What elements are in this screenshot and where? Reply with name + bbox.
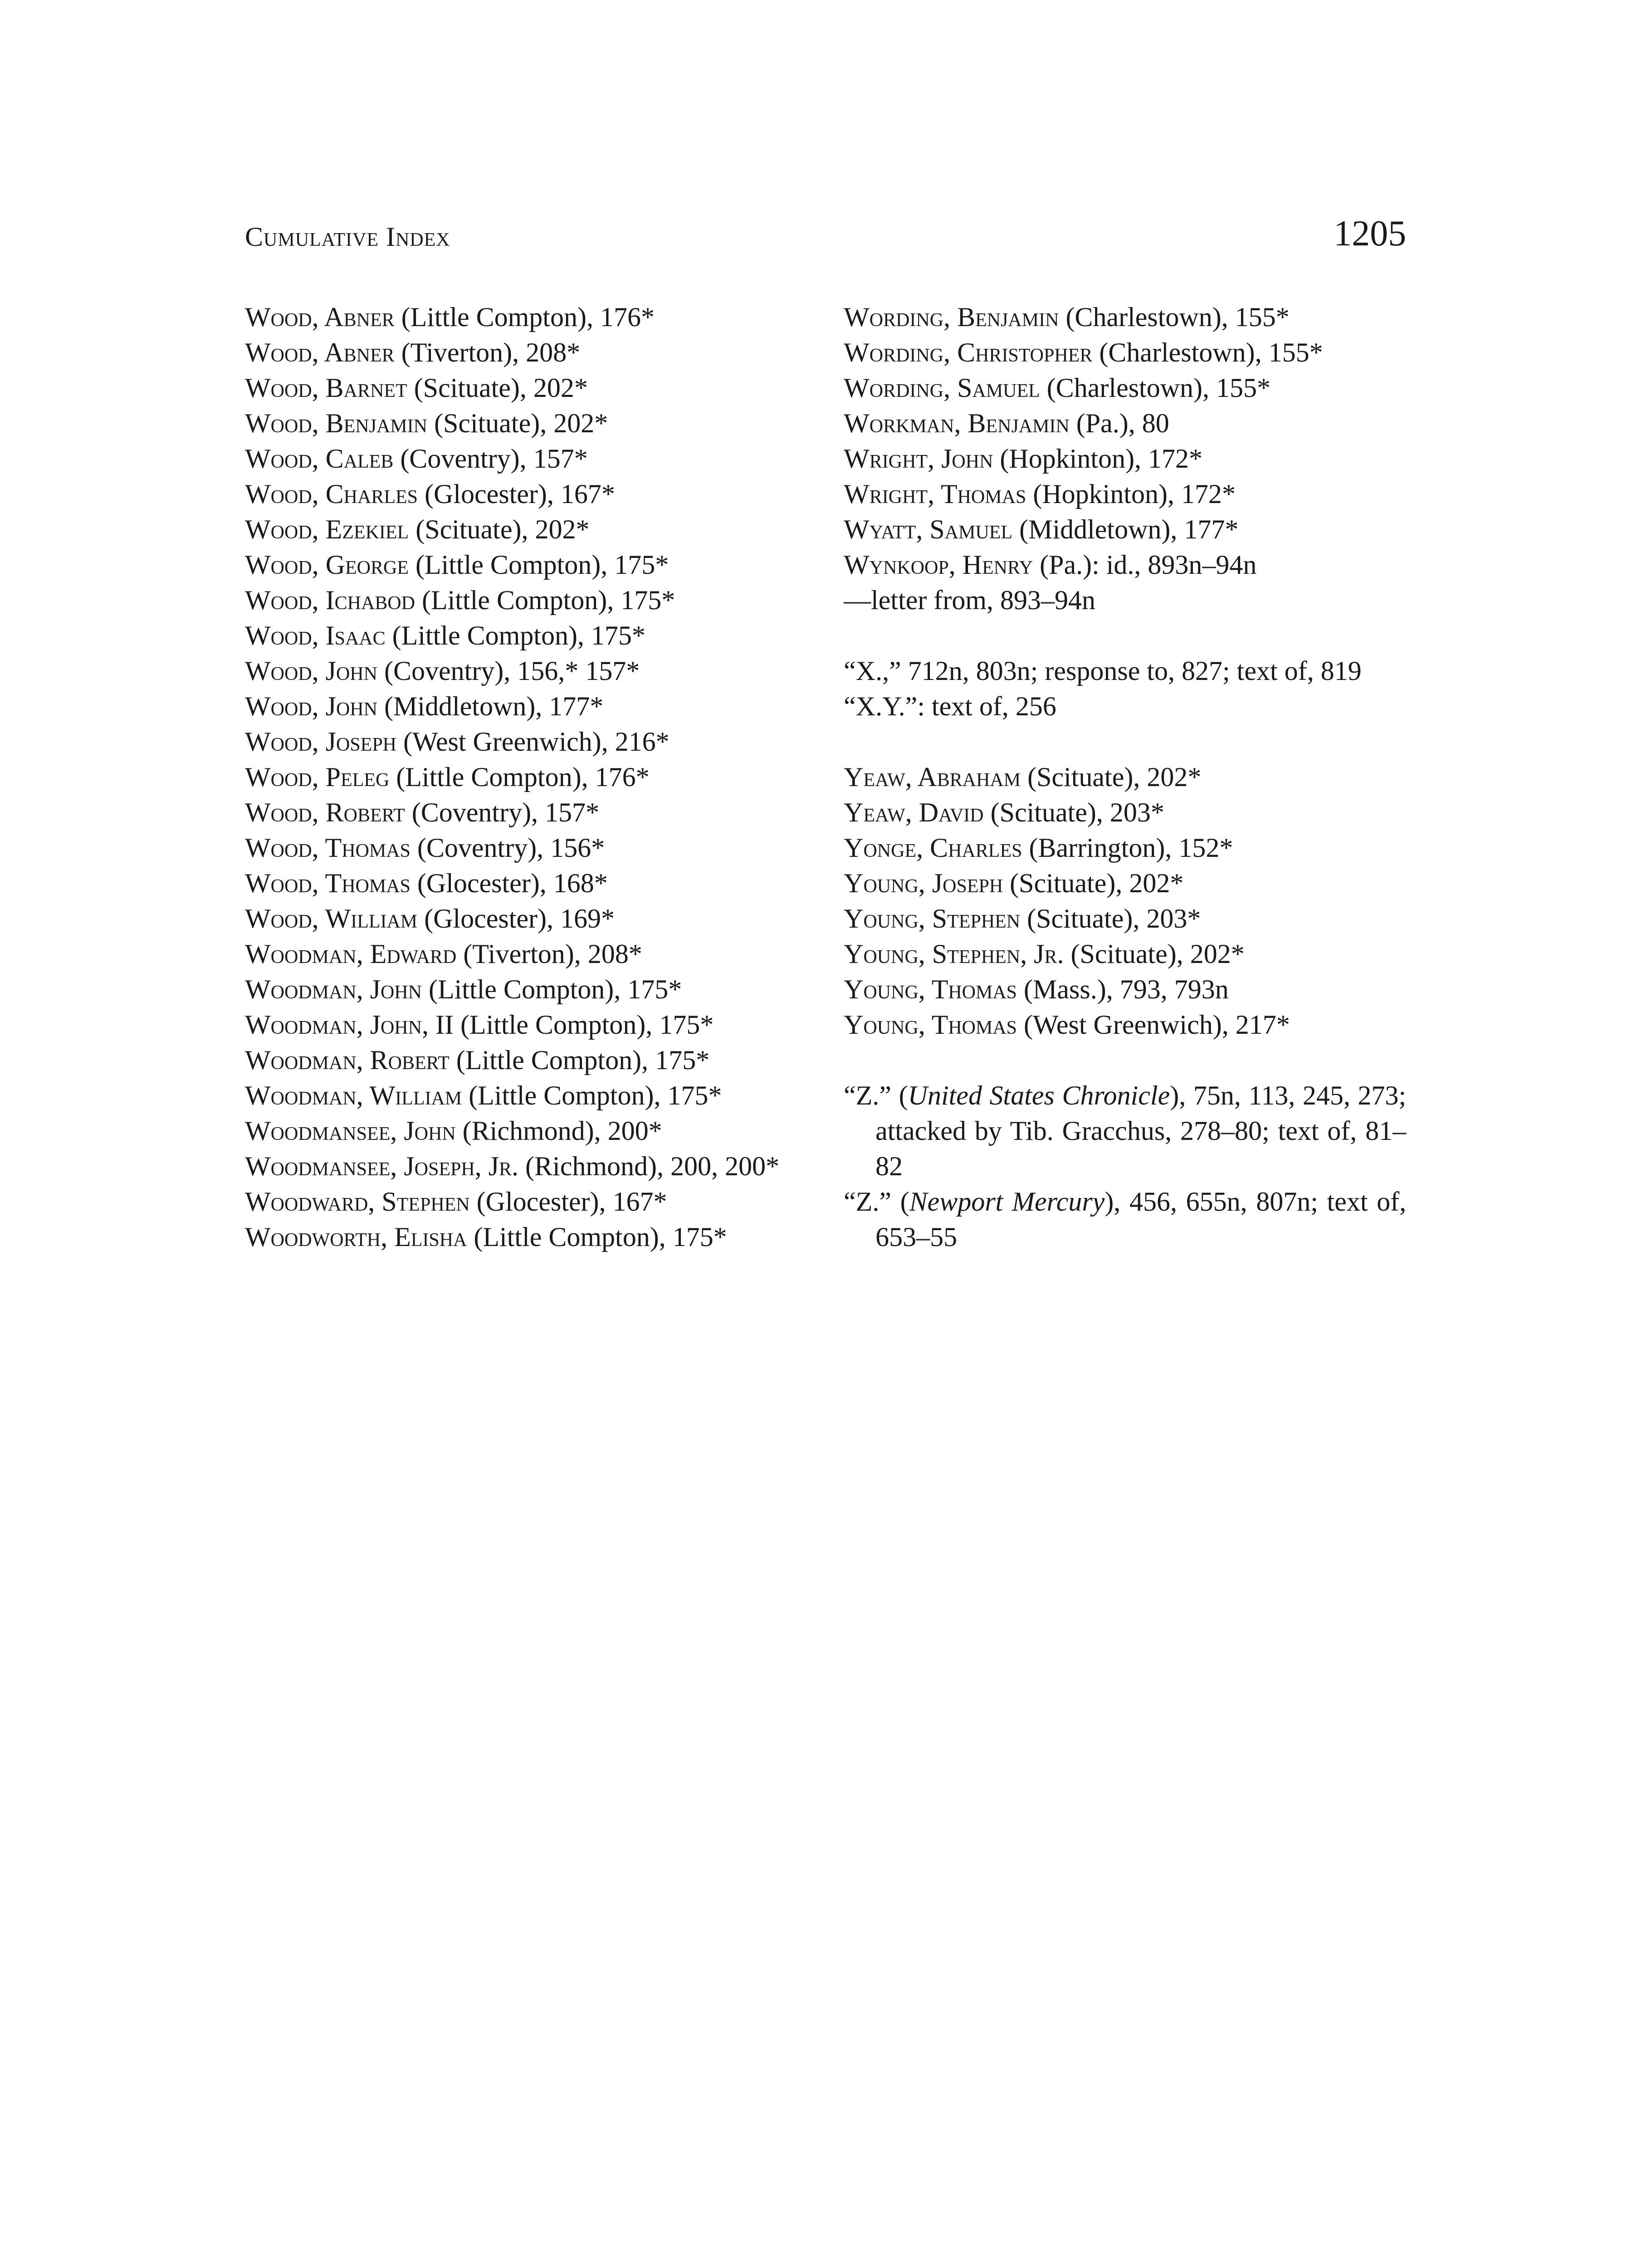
index-entry bbox=[245, 653, 821, 689]
index-entry bbox=[245, 1149, 821, 1184]
entry-name: Yeaw, David bbox=[844, 797, 984, 827]
entry-name: Wood, Thomas bbox=[245, 868, 411, 898]
index-group-z bbox=[844, 1078, 1406, 1255]
index-group-y bbox=[844, 759, 1406, 1042]
index-entry bbox=[844, 512, 1406, 547]
entry-name: Young, Thomas bbox=[844, 1010, 1017, 1040]
index-entry bbox=[245, 441, 821, 476]
index-entry bbox=[844, 335, 1406, 370]
entry-details: (Richmond), 200, 200* bbox=[518, 1151, 779, 1181]
group-spacer bbox=[844, 1042, 1406, 1078]
index-group-w bbox=[844, 299, 1406, 582]
index-entry bbox=[844, 901, 1406, 936]
index-entry bbox=[844, 1078, 1406, 1184]
entry-name: Woodmansee, John bbox=[245, 1116, 456, 1146]
entry-name: Workman, Benjamin bbox=[844, 408, 1070, 438]
index-entry bbox=[245, 335, 821, 370]
entry-name: Wood, Isaac bbox=[245, 621, 386, 650]
entry-details: (Coventry), 156* bbox=[410, 833, 605, 863]
entry-details: (Glocester), 169* bbox=[417, 904, 615, 934]
index-subentry: —letter from, 893–94n bbox=[844, 585, 1095, 615]
entry-details: (Pa.), 80 bbox=[1069, 408, 1169, 438]
entry-details: (Glocester), 167* bbox=[418, 479, 615, 509]
entry-name: Wood, Ichabod bbox=[245, 585, 415, 615]
index-entry bbox=[245, 406, 821, 441]
index-entry bbox=[245, 582, 821, 618]
entry-name: Wood, Abner bbox=[245, 302, 395, 332]
index-entry bbox=[844, 441, 1406, 476]
entry-details: (Mass.), 793, 793n bbox=[1017, 974, 1229, 1004]
entry-details: (Tiverton), 208* bbox=[456, 939, 642, 969]
entry-name: Wording, Samuel bbox=[844, 373, 1040, 403]
index-entry bbox=[844, 1184, 1406, 1255]
entry-details: (Scituate), 202* bbox=[427, 408, 608, 438]
entry-name: Wording, Christopher bbox=[844, 337, 1093, 367]
entry-name: Young, Thomas bbox=[844, 974, 1017, 1004]
entry-name: Wood, Charles bbox=[245, 479, 418, 509]
entry-details: (Hopkinton), 172* bbox=[1026, 479, 1236, 509]
index-entry bbox=[245, 795, 821, 830]
entry-source-title: Newport Mercury bbox=[909, 1187, 1105, 1217]
index-entry bbox=[245, 865, 821, 901]
entry-details: (Little Compton), 175* bbox=[385, 621, 645, 650]
left-index-column bbox=[245, 299, 821, 1255]
index-entry bbox=[844, 547, 1406, 582]
entry-name: Woodman, Robert bbox=[245, 1045, 450, 1075]
entry-name: Wood, Caleb bbox=[245, 444, 394, 474]
entry-details: (Little Compton), 175* bbox=[421, 974, 682, 1004]
entry-name: Woodworth, Elisha bbox=[245, 1222, 467, 1252]
entry-name: Young, Stephen, Jr. bbox=[844, 939, 1064, 969]
entry-name: Wood, Peleg bbox=[245, 762, 390, 792]
entry-name: Wood, John bbox=[245, 656, 377, 686]
entry-details: (Charlestown), 155* bbox=[1059, 302, 1290, 332]
entry-details: ), 75n, 113, 245, 273; attacked by Tib. Gracchus, 278–80; text of, 81–82 bbox=[875, 1080, 1406, 1181]
entry-name: Wyatt, Samuel bbox=[844, 514, 1012, 544]
entry-details: (Pa.): id., 893n–94n bbox=[1033, 550, 1257, 580]
index-entry bbox=[245, 370, 821, 406]
index-entry bbox=[844, 759, 1406, 795]
group-spacer bbox=[844, 618, 1406, 653]
entry-details: (Glocester), 167* bbox=[469, 1187, 667, 1217]
entry-source-title: United States Chronicle bbox=[908, 1080, 1170, 1110]
entry-details: (Barrington), 152* bbox=[1022, 833, 1233, 863]
entry-details: ), 456, 655n, 807n; text of, 653–55 bbox=[875, 1187, 1406, 1252]
entry-details: (Coventry), 157* bbox=[393, 444, 588, 474]
entry-name: Wood, John bbox=[245, 691, 377, 721]
entry-details: (West Greenwich), 216* bbox=[396, 727, 670, 757]
entry-name: Wood, Benjamin bbox=[245, 408, 427, 438]
index-entry bbox=[245, 972, 821, 1007]
entry-name: Wood, Abner bbox=[245, 337, 395, 367]
entry-details: (Coventry), 156,* 157* bbox=[377, 656, 640, 686]
entry-name: Woodward, Stephen bbox=[245, 1187, 470, 1217]
index-entry bbox=[245, 830, 821, 865]
entry-name: Wynkoop, Henry bbox=[844, 550, 1033, 580]
entry-details: (Scituate), 202* bbox=[1064, 939, 1245, 969]
entry-name: Woodman, John, II bbox=[245, 1010, 454, 1040]
entry-name: Wood, Joseph bbox=[245, 727, 397, 757]
entry-name: Young, Joseph bbox=[844, 868, 1003, 898]
entry-details: (Scituate), 202* bbox=[1020, 762, 1202, 792]
entry-name: Wright, John bbox=[844, 444, 993, 474]
entry-details: (Charlestown), 155* bbox=[1092, 337, 1323, 367]
entry-name: Wright, Thomas bbox=[844, 479, 1027, 509]
entry-details: (Little Compton), 175* bbox=[408, 550, 669, 580]
index-group-x bbox=[844, 653, 1406, 724]
index-entry bbox=[844, 972, 1406, 1007]
entry-details: (Scituate), 203* bbox=[983, 797, 1164, 827]
entry-details: (Richmond), 200* bbox=[455, 1116, 662, 1146]
entry-details: (Scituate), 203* bbox=[1020, 904, 1201, 934]
index-entry: “X.,” 712n, 803n; response to, 827; text of, 819 bbox=[844, 656, 1362, 686]
entry-name: Wood, Robert bbox=[245, 797, 405, 827]
entry-name: Woodmansee, Joseph, Jr. bbox=[245, 1151, 519, 1181]
index-entry bbox=[245, 901, 821, 936]
index-entry bbox=[245, 936, 821, 972]
index-entry bbox=[245, 1184, 821, 1219]
entry-prefix: “Z.” ( bbox=[844, 1080, 908, 1110]
index-entry bbox=[245, 1007, 821, 1042]
right-index-column bbox=[844, 299, 1406, 1255]
index-entry bbox=[245, 512, 821, 547]
entry-details: (Middletown), 177* bbox=[377, 691, 604, 721]
entry-details: (Glocester), 168* bbox=[410, 868, 608, 898]
index-entry bbox=[245, 1078, 821, 1113]
entry-details: (Hopkinton), 172* bbox=[993, 444, 1203, 474]
entry-details: (Little Compton), 175* bbox=[415, 585, 675, 615]
entry-details: (Little Compton), 176* bbox=[394, 302, 655, 332]
entry-details: (Middletown), 177* bbox=[1012, 514, 1239, 544]
index-entry bbox=[844, 865, 1406, 901]
entry-details: (Scituate), 202* bbox=[409, 514, 590, 544]
index-entry bbox=[844, 1007, 1406, 1042]
index-entry bbox=[245, 547, 821, 582]
index-entry bbox=[844, 830, 1406, 865]
index-entry bbox=[844, 795, 1406, 830]
entry-details: (Tiverton), 208* bbox=[394, 337, 581, 367]
index-entry bbox=[844, 370, 1406, 406]
entry-prefix: “Z.” ( bbox=[844, 1187, 909, 1217]
entry-name: Wood, George bbox=[245, 550, 409, 580]
entry-details: (Scituate), 202* bbox=[1003, 868, 1184, 898]
entry-name: Woodman, Edward bbox=[245, 939, 457, 969]
index-entry: “X.Y.”: text of, 256 bbox=[844, 691, 1056, 721]
entry-details: (Coventry), 157* bbox=[405, 797, 600, 827]
entry-name: Woodman, John bbox=[245, 974, 422, 1004]
index-entry bbox=[245, 1219, 821, 1255]
entry-details: (West Greenwich), 217* bbox=[1017, 1010, 1290, 1040]
entry-details: (Little Compton), 175* bbox=[467, 1222, 727, 1252]
page-number: 1205 bbox=[1334, 214, 1406, 254]
index-entry bbox=[844, 936, 1406, 972]
running-head bbox=[245, 213, 1406, 263]
entry-details: (Charlestown), 155* bbox=[1040, 373, 1271, 403]
index-entry bbox=[245, 618, 821, 653]
entry-details: (Scituate), 202* bbox=[407, 373, 588, 403]
entry-details: (Little Compton), 175* bbox=[453, 1010, 714, 1040]
index-entry bbox=[245, 1042, 821, 1078]
index-entry bbox=[245, 1113, 821, 1149]
entry-name: Wood, Thomas bbox=[245, 833, 411, 863]
entry-name: Yonge, Charles bbox=[844, 833, 1022, 863]
index-entry bbox=[844, 406, 1406, 441]
group-spacer bbox=[844, 724, 1406, 759]
entry-name: Woodman, William bbox=[245, 1080, 462, 1110]
index-entry bbox=[844, 476, 1406, 512]
index-entry bbox=[245, 724, 821, 759]
entry-name: Wording, Benjamin bbox=[844, 302, 1059, 332]
entry-name: Young, Stephen bbox=[844, 904, 1021, 934]
index-entry bbox=[245, 759, 821, 795]
entry-details: (Little Compton), 176* bbox=[389, 762, 650, 792]
entry-name: Yeaw, Abraham bbox=[844, 762, 1021, 792]
entry-name: Wood, Ezekiel bbox=[245, 514, 409, 544]
entry-name: Wood, Barnet bbox=[245, 373, 407, 403]
index-entry bbox=[844, 299, 1406, 335]
running-head-title: Cumulative Index bbox=[245, 222, 450, 252]
index-entry bbox=[245, 299, 821, 335]
entry-details: (Little Compton), 175* bbox=[462, 1080, 722, 1110]
index-entry bbox=[245, 476, 821, 512]
entry-details: (Little Compton), 175* bbox=[449, 1045, 710, 1075]
index-entry bbox=[245, 689, 821, 724]
entry-name: Wood, William bbox=[245, 904, 418, 934]
